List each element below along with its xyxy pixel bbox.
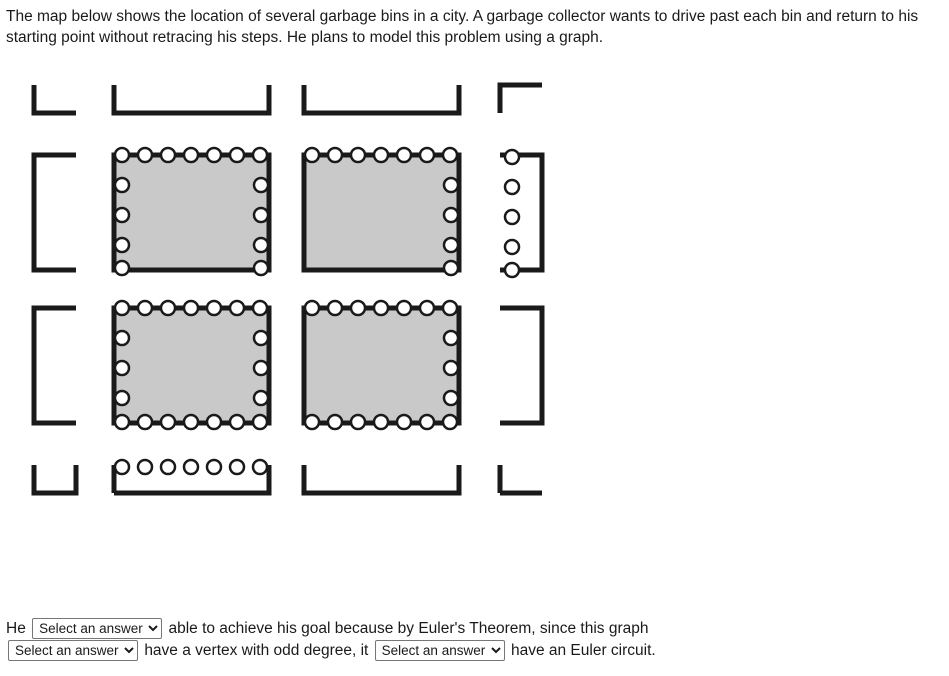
garbage-bin	[254, 391, 268, 405]
road-corner-r1c4a	[500, 85, 542, 113]
garbage-bin	[444, 208, 458, 222]
garbage-bin	[115, 261, 129, 275]
select-is-able[interactable]	[32, 618, 162, 639]
garbage-bin	[184, 301, 198, 315]
road-corner-r1c2	[114, 85, 269, 113]
garbage-bin	[374, 415, 388, 429]
road-left-r2	[34, 155, 76, 270]
garbage-bin	[115, 391, 129, 405]
garbage-bin	[305, 301, 319, 315]
garbage-bin	[444, 391, 458, 405]
garbage-bin	[443, 148, 457, 162]
garbage-bin	[115, 208, 129, 222]
garbage-bin	[505, 150, 519, 164]
select-does-have-circuit[interactable]	[375, 640, 505, 661]
road-bottom-left-corner	[34, 465, 76, 493]
garbage-bin	[397, 415, 411, 429]
garbage-bin	[254, 178, 268, 192]
garbage-bin	[397, 301, 411, 315]
garbage-bin	[444, 331, 458, 345]
garbage-bin	[184, 460, 198, 474]
answer-prefix: He	[6, 620, 26, 637]
map-roads	[34, 85, 542, 493]
garbage-bin	[254, 208, 268, 222]
garbage-bin	[351, 301, 365, 315]
garbage-bin	[161, 415, 175, 429]
garbage-bin	[328, 415, 342, 429]
garbage-bin	[138, 460, 152, 474]
map-blocks	[114, 155, 459, 423]
garbage-bin	[254, 331, 268, 345]
garbage-bin	[505, 180, 519, 194]
road-bottom-left	[34, 465, 76, 493]
garbage-bin	[115, 331, 129, 345]
garbage-bin	[253, 460, 267, 474]
garbage-bin	[253, 301, 267, 315]
garbage-bin	[505, 263, 519, 277]
answer-mid2: have a vertex with odd degree, it	[144, 642, 369, 660]
garbage-bin	[444, 261, 458, 275]
block-bottom-right	[304, 308, 459, 423]
garbage-bin	[505, 210, 519, 224]
garbage-bin	[230, 415, 244, 429]
garbage-bin	[444, 238, 458, 252]
road-left-r3	[34, 308, 76, 423]
road-corner-r1c1	[34, 85, 76, 113]
garbage-bin	[305, 415, 319, 429]
garbage-bin	[254, 361, 268, 375]
garbage-bin	[305, 148, 319, 162]
garbage-bin	[253, 148, 267, 162]
garbage-bin	[254, 238, 268, 252]
garbage-bin	[505, 240, 519, 254]
garbage-bin	[207, 415, 221, 429]
garbage-bin	[115, 301, 129, 315]
garbage-bin	[420, 148, 434, 162]
garbage-bin	[351, 148, 365, 162]
garbage-bin	[207, 148, 221, 162]
garbage-bin	[115, 178, 129, 192]
city-map-svg	[14, 63, 614, 533]
garbage-bin	[420, 301, 434, 315]
garbage-bin	[374, 148, 388, 162]
garbage-bin	[443, 415, 457, 429]
garbage-bin	[444, 178, 458, 192]
garbage-bin	[184, 415, 198, 429]
garbage-bin	[254, 261, 268, 275]
answer-mid1: able to achieve his goal because by Euler's Theorem, since this graph	[168, 620, 649, 637]
garbage-bin	[138, 148, 152, 162]
road-bottom-right	[500, 465, 542, 493]
road-right-r3	[500, 308, 542, 423]
garbage-bin	[444, 361, 458, 375]
road-corner-r1c3	[304, 85, 459, 113]
city-map	[14, 63, 614, 533]
garbage-bin	[328, 301, 342, 315]
garbage-bin	[253, 415, 267, 429]
garbage-bin	[138, 301, 152, 315]
select-does-have[interactable]	[8, 640, 138, 661]
garbage-bin	[328, 148, 342, 162]
garbage-bin	[161, 148, 175, 162]
garbage-bin	[397, 148, 411, 162]
block-bottom-left	[114, 308, 269, 423]
answer-suffix: have an Euler circuit.	[510, 642, 656, 660]
answer-sentence	[6, 618, 936, 663]
garbage-bin	[115, 460, 129, 474]
garbage-bin	[207, 301, 221, 315]
garbage-bin	[351, 415, 365, 429]
question-prompt: The map below shows the location of several garbage bins in a city. A garbage collector wants to drive past each bin and return to his starting point without retracing his steps. He plans to model this problem using a graph.	[6, 8, 919, 47]
block-top-left	[114, 155, 269, 270]
garbage-bin	[230, 301, 244, 315]
garbage-bin	[115, 148, 129, 162]
block-top-right	[304, 155, 459, 270]
garbage-bin	[115, 361, 129, 375]
garbage-bin	[230, 460, 244, 474]
garbage-bin	[115, 238, 129, 252]
garbage-bin	[420, 415, 434, 429]
garbage-bin	[374, 301, 388, 315]
road-bottom-c3	[304, 465, 459, 493]
garbage-bin	[443, 301, 457, 315]
garbage-bin	[184, 148, 198, 162]
garbage-bin	[138, 415, 152, 429]
garbage-bin	[161, 301, 175, 315]
garbage-bin	[115, 415, 129, 429]
garbage-bin	[207, 460, 221, 474]
garbage-bin	[161, 460, 175, 474]
garbage-bin	[230, 148, 244, 162]
